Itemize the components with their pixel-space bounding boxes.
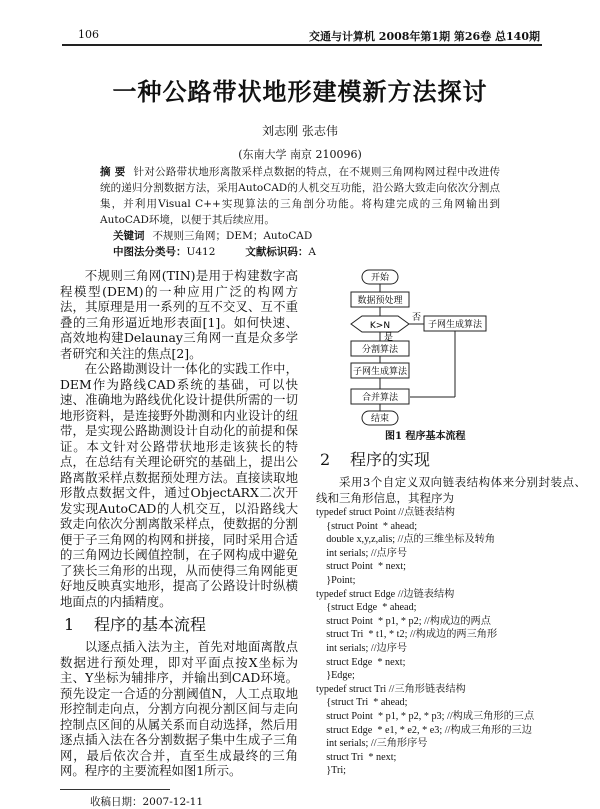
- page-number: 106: [78, 28, 99, 41]
- section-1-heading: [64, 615, 298, 635]
- journal-info: 交通与计算机 2008年第1期 第26卷 总140期: [308, 30, 540, 43]
- code-line: }Edge;: [316, 670, 355, 682]
- keywords-text: 不规则三角网；DEM；AutoCAD: [152, 230, 313, 242]
- code-line: typedef struct Point //点链表结构: [316, 507, 455, 518]
- footnote-rule: [60, 789, 170, 790]
- flow-end-label: 结束: [370, 414, 390, 424]
- code-line: }Point;: [316, 574, 356, 586]
- code-line: struct Point * p1, * p2, * p3; //构成三角形的三点: [316, 710, 535, 722]
- flowchart: [350, 268, 550, 428]
- figure-caption: 图1 程序基本流程: [385, 431, 466, 442]
- doc-code-label: 文献标识码：: [245, 246, 309, 258]
- authors: 刘志刚 张志伟: [262, 124, 338, 138]
- code-line: double x,y,z,alis; //点的三维坐标及转角: [316, 534, 496, 546]
- section-2-paragraph: 采用3个自定义双向链表结构体来分别封装点、线和三角形信息，其程序为: [316, 475, 586, 505]
- section-title: 程序的基本流程: [94, 615, 207, 634]
- code-line: {struct Point * ahead;: [316, 520, 418, 532]
- flow-split-label: 分割算法: [361, 345, 399, 355]
- code-line: int serials; //三角形序号: [316, 738, 428, 750]
- flow-subnet-right-label: 子网生成算法: [427, 320, 483, 330]
- abstract-label: 摘 要: [100, 166, 126, 178]
- keywords-label: 关键词: [113, 230, 145, 242]
- flow-yes-label: 是: [384, 333, 394, 343]
- keywords: [113, 228, 600, 244]
- abstract: [100, 164, 500, 228]
- code-line: }Tri;: [316, 765, 346, 777]
- code-line: int serials; //点序号: [316, 547, 408, 559]
- flow-decision-label: K>N: [369, 321, 391, 331]
- section-number: 2: [320, 450, 331, 469]
- affiliation: (东南大学 南京 210096): [238, 148, 362, 161]
- code-line: struct Point * p1, * p2; //构成边的两点: [316, 615, 491, 627]
- code-line: typedef struct Edge //边链表结构: [316, 588, 455, 600]
- intro-paragraph: 在公路勘测设计一体化的实践工作中，DEM作为路线CAD系统的基础，可以快速、准确地为路线优化设计提供所需的一切地形资料，是连接野外勘测和内业设计的纽带，是实现公路勘测设计自动化的前提和保证。本文针对公路带状地形走该狭长的特点，在总结有关理论研究的基础上，提出公路离散采样点数据预处理方法。直接读取地形散点数据文件，通过ObjectARX二次开发实现AutoCAD的人机交互，以沿路线大致走向依次分割离散采样点，使数据的分割便于子三角网的构网和拼接，同时采用合适的三角网边长阈值控制，在子网构成中避免了狭长三角形的出现，从而使得三角网能更好地反映真实地形，提高了公路设计时纵横地面点的内插精度。: [60, 361, 298, 609]
- flow-preprocess-label: 数据预处理: [357, 296, 403, 306]
- section-title: 程序的实现: [350, 450, 431, 469]
- code-line: {struct Tri * ahead;: [316, 697, 408, 709]
- doc-code-value: A: [308, 246, 316, 258]
- section-1-paragraph: 以逐点插入法为主，首先对地面离散点数据进行预处理，即对平面点按X坐标为主、Y坐标为辅排序，并输出到CAD环境。预先设定一合适的分割阈值N，人工点取地形控制走向点，分割方向视分割区间与走向控制点区间的从属关系而自动选择，然后用逐点插入法在各分割数据子集中生成子三角网，最后依次合并，直至生成最终的三角网。程序的主要流程如图1所示。: [60, 639, 298, 778]
- code-line: struct Edge * e1, * e2, * e3; //构成三角形的三边: [316, 724, 532, 736]
- flow-merge-label: 合并算法: [361, 393, 399, 403]
- right-column: [316, 268, 586, 809]
- footnote: 收稿日期：2007-12-11: [90, 795, 204, 808]
- classification: [113, 244, 600, 260]
- section-1-body: [60, 639, 298, 779]
- page-body: [0, 164, 600, 809]
- code-line: struct Point * next;: [316, 561, 406, 573]
- section-2-body: [316, 474, 586, 506]
- code-line: struct Tri * next;: [316, 751, 397, 763]
- flow-subnet-label: 子网生成算法: [352, 367, 408, 377]
- code-listing: [316, 506, 586, 778]
- code-line: struct Tri * t1, * t2; //构成边的两三角形: [316, 629, 498, 641]
- paper-title: 一种公路带状地形建模新方法探讨: [112, 77, 488, 106]
- left-column: [60, 268, 298, 809]
- introduction: [60, 268, 298, 609]
- code-line: {struct Edge * ahead;: [316, 602, 417, 614]
- section-number: 1: [64, 615, 75, 634]
- section-2-heading: [320, 450, 586, 470]
- code-line: typedef struct Tri //三角形链表结构: [316, 683, 466, 695]
- abstract-text: 针对公路带状地形离散采样点数据的特点，在不规则三角网构网过程中改进传统的递归分割数据方法，采用AutoCAD的人机交互功能，沿公路大致走向依次分割点集，并利用Visual C++实现算法的三角剖分功能。将构建完成的三角网输出到AutoCAD环境，以便于其后续应用。: [100, 166, 501, 226]
- clc-label: 中图法分类号：: [113, 246, 187, 258]
- intro-paragraph: 不规则三角网(TIN)是用于构建数字高程模型(DEM)的一种应用广泛的构网方法，其原理是用一系列的互不交叉、互不重叠的三角形逼近地形表面[1]。如何快速、高效地构建Delaunay三角网一直是众多学者研究和关注的焦点[2]。: [60, 268, 298, 361]
- code-line: struct Edge * next;: [316, 656, 406, 668]
- code-line: int serials; //边序号: [316, 642, 408, 654]
- flow-no-label: 否: [412, 313, 422, 323]
- header-rule: [62, 44, 542, 46]
- clc-value: U412: [186, 246, 216, 258]
- flow-start-label: 开始: [370, 273, 390, 283]
- two-column-body: [0, 268, 600, 809]
